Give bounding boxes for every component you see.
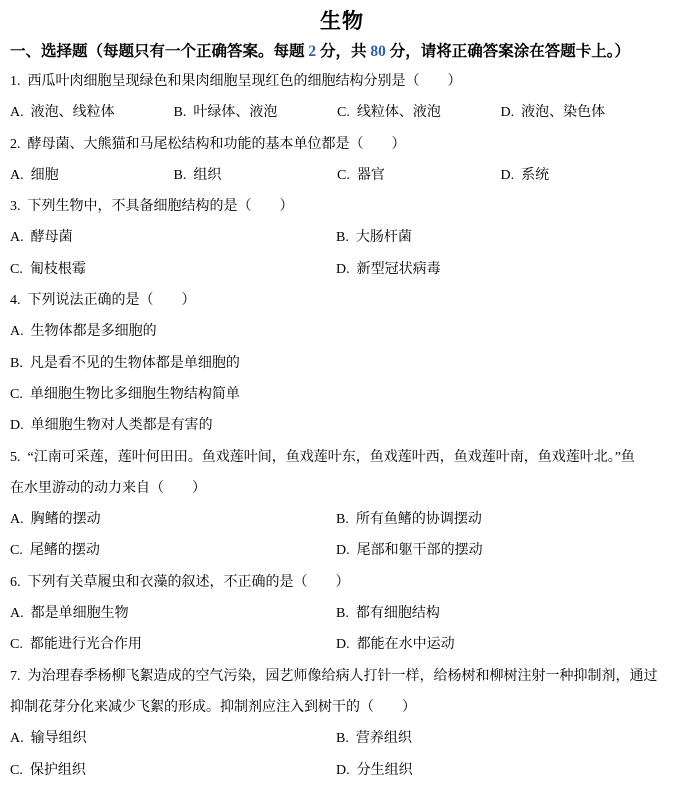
option-label: D. (500, 105, 515, 121)
question-5-stem-line-1 (10, 442, 674, 473)
question-3-options-row-1 (10, 222, 674, 253)
question-7 (10, 661, 674, 786)
question-6-options-row-2 (10, 629, 674, 660)
question-5-options-row-1 (10, 504, 674, 535)
option-label: A. (10, 230, 24, 246)
question-7-option-c (10, 755, 336, 786)
option-text: 所有鱼鳍的协调摆动 (355, 512, 482, 528)
option-label: A. (10, 512, 24, 528)
question-7-options-row-1 (10, 723, 674, 754)
question-text: 下列生物中，不具备细胞结构的是（ ） (27, 199, 294, 215)
question-3-options-row-2 (10, 254, 674, 285)
option-label: D. (336, 543, 350, 559)
option-label: B. (336, 606, 349, 622)
question-4-option-d (10, 410, 674, 441)
option-text: 尾部和躯干部的摆动 (356, 543, 483, 559)
section-heading-middle: 分，共 (316, 43, 371, 60)
section-heading-suffix: 分，请将正确答案涂在答题卡上。） (385, 43, 631, 60)
option-label: A. (10, 105, 24, 121)
question-6 (10, 567, 674, 661)
option-text: 组织 (193, 167, 222, 183)
option-text: 单细胞生物比多细胞生物结构简单 (29, 386, 240, 402)
question-3-option-c (10, 254, 336, 285)
question-5-options-row-2 (10, 535, 674, 566)
question-text: 酵母菌、大熊猫和马尾松结构和功能的基本单位都是（ ） (27, 136, 406, 152)
option-text: 叶绿体、液泡 (193, 105, 278, 121)
option-label: C. (337, 105, 350, 121)
question-2-option-d (501, 160, 550, 191)
question-2-options (10, 160, 674, 191)
option-text: 酵母菌 (30, 230, 73, 246)
question-4-stem (10, 285, 674, 316)
question-5-option-d (336, 535, 483, 566)
question-number: 1. (10, 74, 21, 89)
option-text: 营养组织 (355, 731, 412, 747)
question-5-option-c (10, 535, 336, 566)
option-text: 细胞 (30, 167, 59, 183)
question-5 (10, 442, 674, 567)
option-text: 都有细胞结构 (355, 606, 440, 622)
option-label: A. (10, 731, 24, 747)
option-label: B. (10, 355, 23, 371)
question-number: 6. (10, 574, 21, 590)
question-6-option-c (10, 629, 336, 660)
section-heading (10, 40, 674, 66)
question-5-option-a (10, 504, 336, 535)
question-3-option-b (336, 222, 412, 253)
question-1 (10, 66, 674, 129)
question-6-option-d (336, 629, 455, 660)
question-4-option-b (10, 348, 674, 379)
option-text: 液泡、线粒体 (30, 105, 115, 121)
option-text: 新型冠状病毒 (356, 261, 441, 277)
option-label: C. (10, 386, 23, 402)
question-7-option-a (10, 723, 336, 754)
question-number: 2. (10, 136, 21, 152)
option-label: C. (10, 762, 23, 778)
option-label: B. (336, 512, 349, 528)
question-2-option-b (174, 160, 338, 191)
question-3-option-d (336, 254, 441, 285)
option-label: C. (337, 167, 350, 183)
question-text: “江南可采莲，莲叶何田田。鱼戏莲叶间，鱼戏莲叶东，鱼戏莲叶西，鱼戏莲叶南，鱼戏莲叶北。”鱼 (27, 449, 635, 465)
option-label: D. (336, 637, 350, 653)
option-text: 器官 (356, 167, 385, 183)
option-label: C. (10, 543, 23, 559)
option-text: 大肠杆菌 (355, 230, 412, 246)
option-text: 分生组织 (356, 762, 413, 778)
option-text: 凡是看不见的生物体都是单细胞的 (29, 355, 240, 371)
option-label: D. (500, 167, 515, 183)
question-3-stem (10, 191, 674, 222)
option-text: 匍枝根霉 (29, 261, 86, 277)
option-label: A. (10, 324, 24, 340)
question-7-options-row-2 (10, 755, 674, 786)
question-3-option-a (10, 222, 336, 253)
question-7-stem-line-2: 抑制花芽分化来减少飞絮的形成。抑制剂应注入到树干的（ ） (10, 699, 416, 715)
points-per-question: 2 (308, 43, 317, 60)
option-text: 胸鳍的摆动 (30, 512, 101, 528)
question-7-option-b (336, 723, 412, 754)
option-text: 系统 (521, 167, 550, 183)
section-heading-prefix: 一、选择题（每题只有一个正确答案。每题 (10, 43, 309, 60)
option-label: B. (336, 230, 349, 246)
option-label: C. (10, 261, 23, 277)
option-text: 保护组织 (29, 762, 86, 778)
option-label: D. (10, 418, 24, 434)
option-text: 都是单细胞生物 (30, 606, 129, 622)
question-7-stem-line-1 (10, 661, 674, 692)
option-text: 都能进行光合作用 (29, 637, 142, 653)
question-1-option-c (337, 97, 501, 128)
option-text: 生物体都是多细胞的 (30, 324, 157, 340)
option-text: 输导组织 (30, 731, 87, 747)
question-text: 西瓜叶肉细胞呈现绿色和果肉细胞呈现红色的细胞结构分别是（ ） (27, 74, 462, 89)
option-label: A. (10, 606, 24, 622)
question-5-stem-line-2: 在水里游动的动力来自（ ） (10, 480, 206, 496)
question-6-options-row-1 (10, 598, 674, 629)
question-number: 7. (10, 668, 21, 684)
option-text: 单细胞生物对人类都是有害的 (30, 418, 213, 434)
question-1-option-d (501, 97, 606, 128)
question-7-option-d (336, 755, 413, 786)
option-text: 液泡、染色体 (521, 105, 606, 121)
option-label: B. (173, 105, 187, 121)
question-1-option-a (10, 97, 174, 128)
option-label: A. (10, 167, 24, 183)
question-number: 3. (10, 199, 21, 215)
question-text: 下列有关草履虫和衣藻的叙述，不正确的是（ ） (27, 574, 350, 590)
question-4-option-a (10, 316, 674, 347)
question-text: 下列说法正确的是（ ） (27, 293, 196, 309)
page-title: 生物 (320, 9, 364, 33)
question-4-option-c (10, 379, 674, 410)
option-label: B. (336, 731, 349, 747)
question-6-stem (10, 567, 674, 598)
question-2-option-a (10, 160, 174, 191)
question-2-stem (10, 129, 674, 160)
question-1-options (10, 97, 674, 128)
total-points: 80 (370, 43, 386, 60)
option-label: C. (10, 637, 23, 653)
question-1-stem (10, 66, 674, 97)
question-6-option-a (10, 598, 336, 629)
question-number: 5. (10, 449, 21, 465)
question-number: 4. (10, 293, 21, 309)
question-6-option-b (336, 598, 440, 629)
option-label: B. (173, 167, 187, 183)
option-text: 都能在水中运动 (356, 637, 455, 653)
option-label: D. (336, 261, 350, 277)
option-text: 尾鳍的摆动 (29, 543, 100, 559)
question-5-option-b (336, 504, 482, 535)
question-1-option-b (174, 97, 338, 128)
question-2-option-c (337, 160, 501, 191)
question-3 (10, 191, 674, 285)
option-text: 线粒体、液泡 (356, 105, 441, 121)
question-text: 为治理春季杨柳飞絮造成的空气污染，园艺师像给病人打针一样，给杨树和柳树注射一种抑制剂，通过 (27, 668, 658, 684)
question-4 (10, 285, 674, 441)
option-label: D. (336, 762, 350, 778)
question-2 (10, 129, 674, 192)
